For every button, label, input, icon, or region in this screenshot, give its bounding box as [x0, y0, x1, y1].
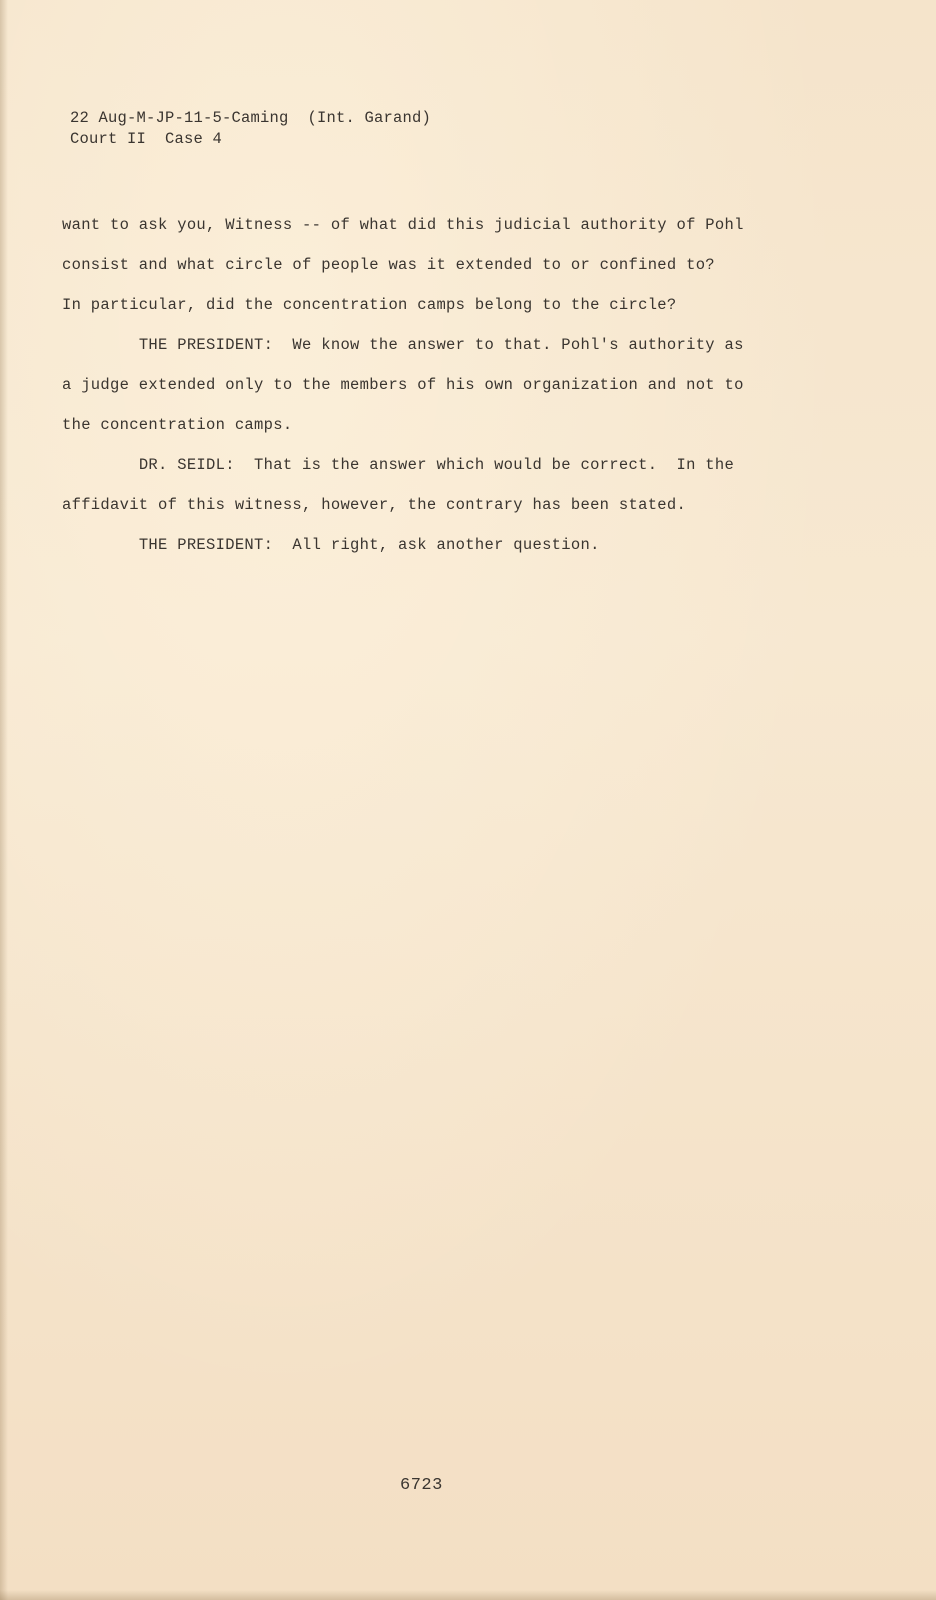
- page-number: 6723: [400, 1476, 443, 1495]
- header-line-2: Court II Case 4: [70, 130, 223, 148]
- transcript-line: want to ask you, Witness -- of what did this judicial authority of Pohl: [62, 216, 744, 234]
- transcript-body: [62, 205, 822, 565]
- transcript-line: THE PRESIDENT: We know the answer to that. Pohl's authority as: [62, 336, 744, 354]
- page-bottom-shadow: [0, 1590, 936, 1600]
- transcript-line: a judge extended only to the members of his own organization and not to: [62, 376, 744, 394]
- page-edge-shadow: [0, 0, 8, 1600]
- document-header: [70, 108, 431, 150]
- transcript-line: the concentration camps.: [62, 416, 293, 434]
- header-line-1: 22 Aug-M-JP-11-5-Caming (Int. Garand): [70, 109, 432, 127]
- transcript-line: In particular, did the concentration camps belong to the circle?: [62, 296, 677, 314]
- transcript-line: DR. SEIDL: That is the answer which would be correct. In the: [62, 456, 735, 474]
- transcript-line: affidavit of this witness, however, the contrary has been stated.: [62, 496, 687, 514]
- transcript-line: consist and what circle of people was it extended to or confined to?: [62, 256, 715, 274]
- transcript-line: THE PRESIDENT: All right, ask another question.: [62, 536, 600, 554]
